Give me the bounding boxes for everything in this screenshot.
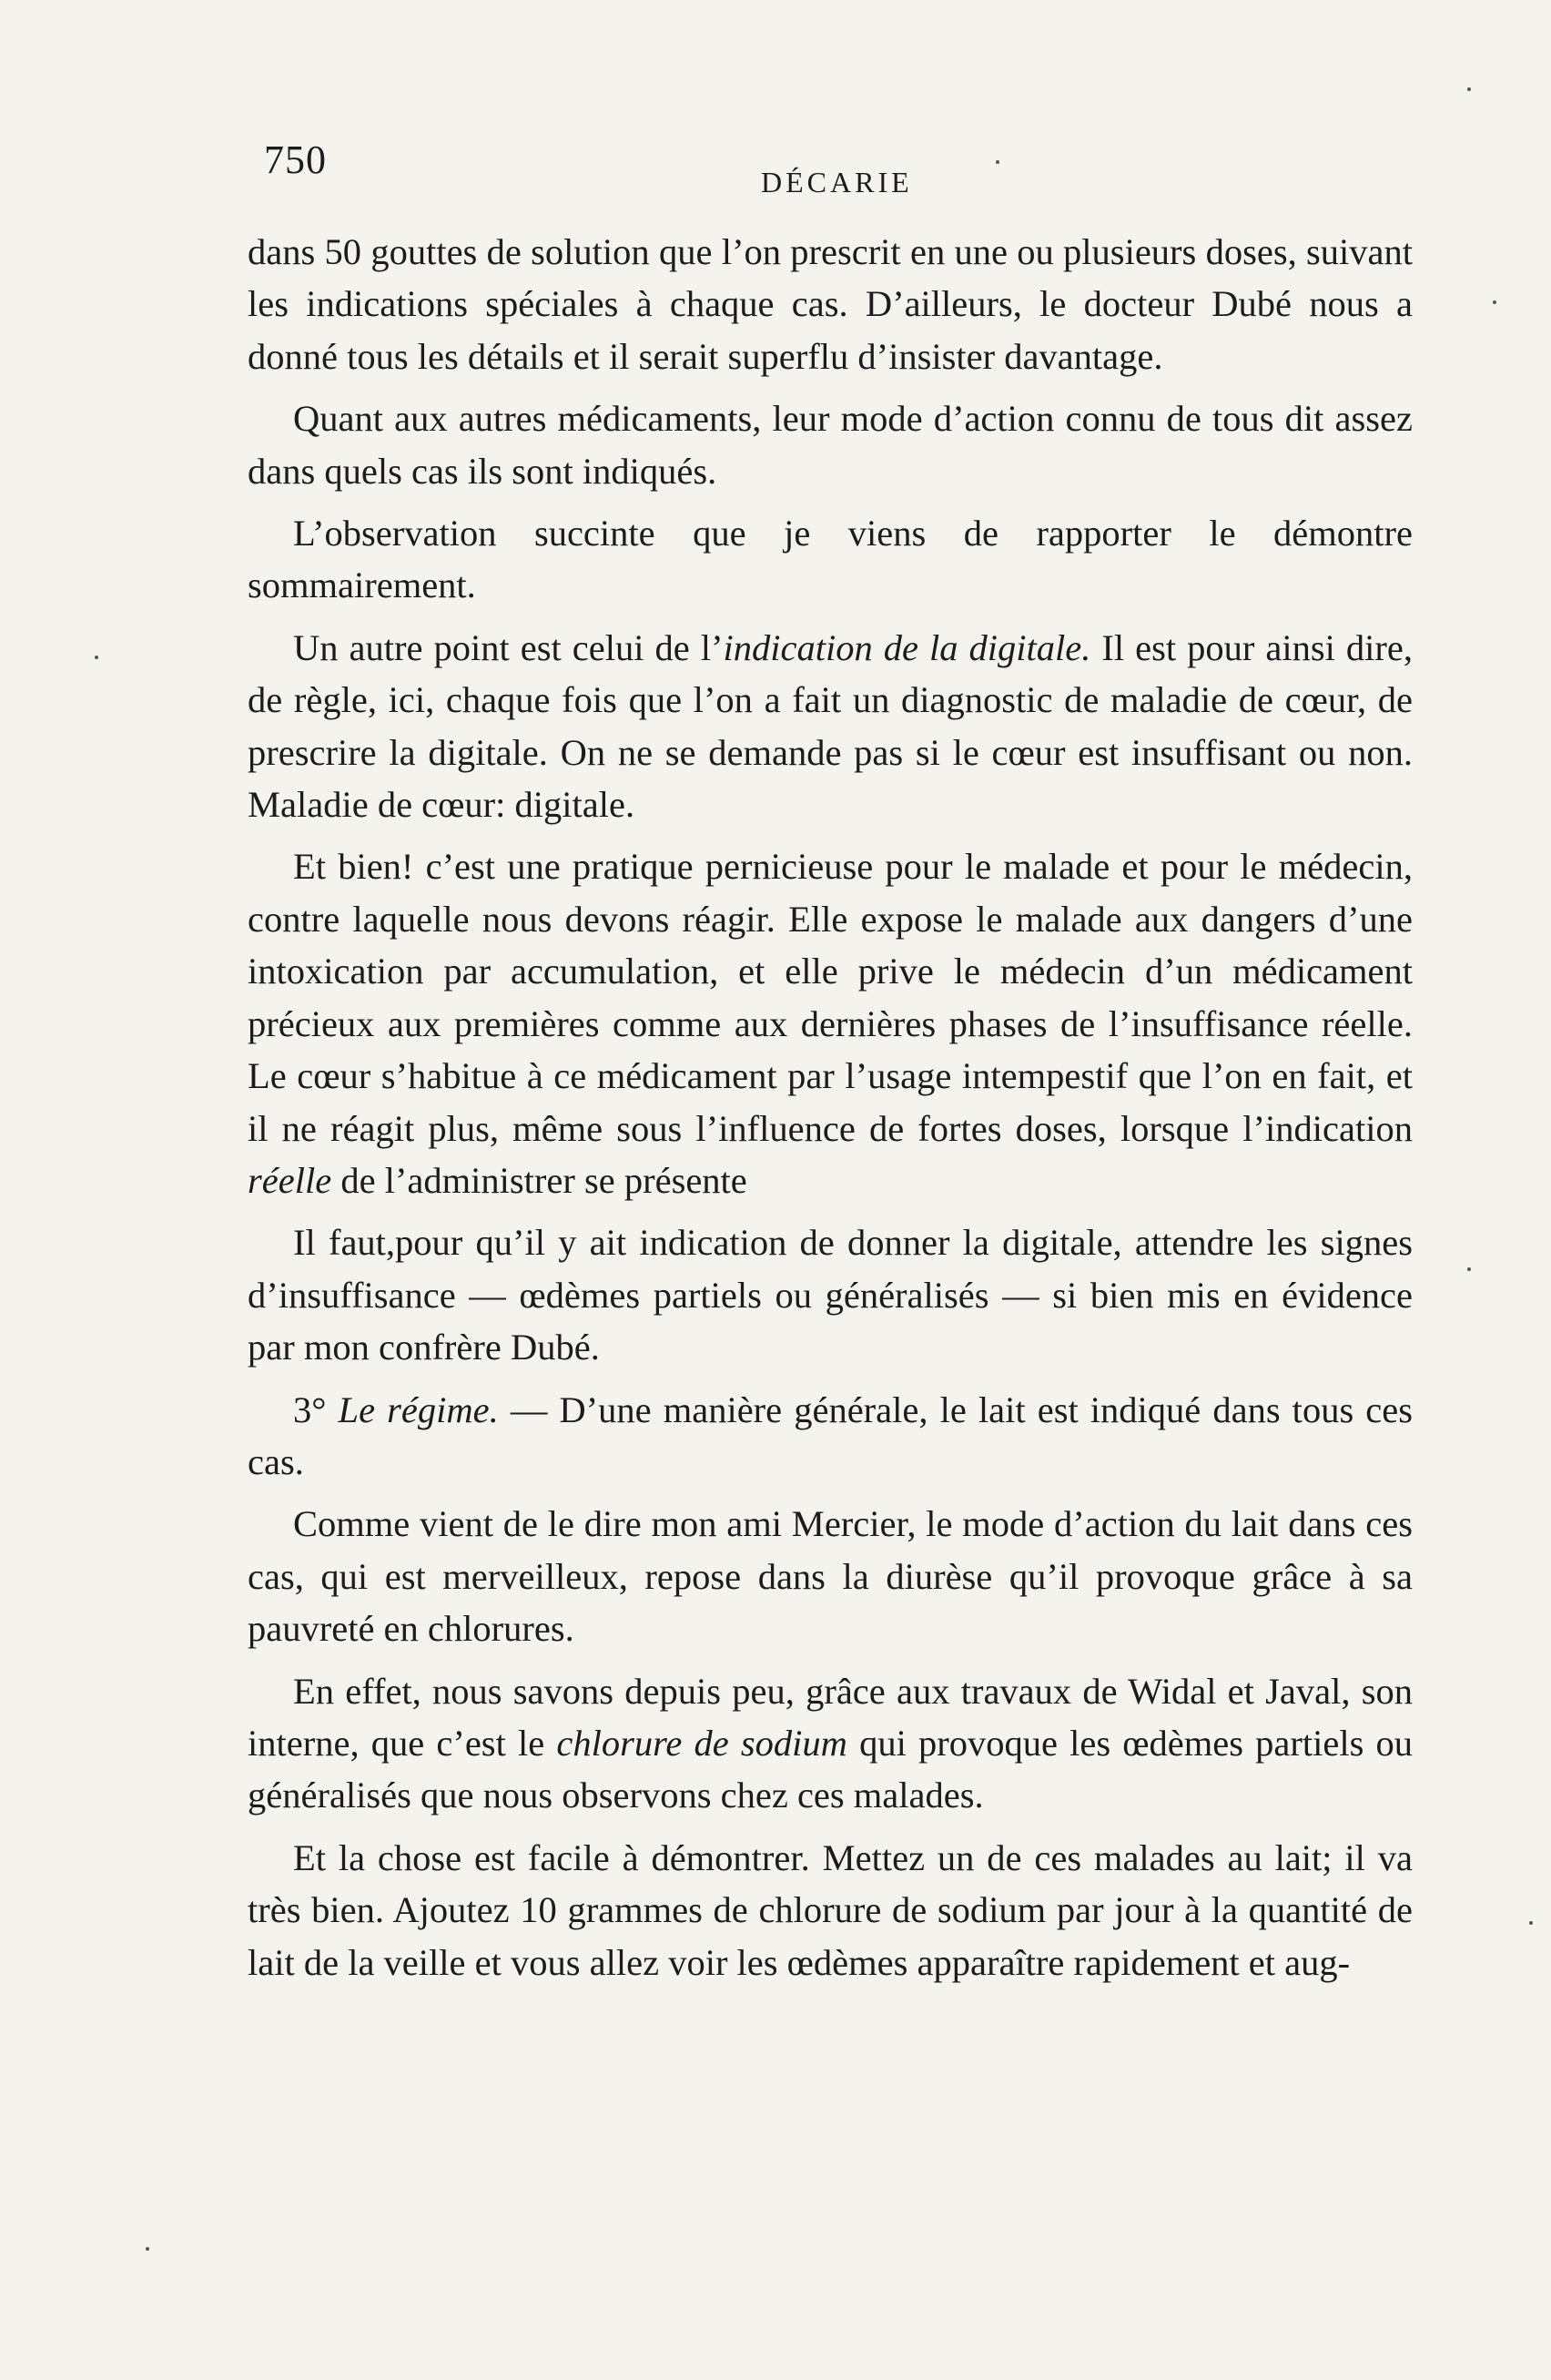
paper-speck bbox=[1467, 1267, 1471, 1271]
paper-speck bbox=[1529, 1921, 1533, 1925]
text-run: Et la chose est facile à démontrer. Mettez un de ces malades au lait; il va très bien. Ajoutez 10 grammes de chlorure de sodium par jour à la quantité de lait de la veille et vous allez voir les œdèmes apparaître rapidement et aug- bbox=[248, 1836, 1413, 1983]
paragraph-6 bbox=[248, 1216, 1413, 1373]
page-number: 750 bbox=[264, 137, 327, 182]
text-run: — D’une manière générale, le lait est indiqué dans tous ces cas. bbox=[248, 1388, 1414, 1482]
paragraph-10 bbox=[248, 1832, 1413, 1988]
text-run: Comme vient de le dire mon ami Mercier, le mode d’action du lait dans ces cas, qui est merveilleux, repose dans la diurèse qu’il provoque grâce à sa pauvreté en chlorures. bbox=[248, 1503, 1413, 1650]
text-run: qui provoque les œdèmes partiels ou généralisés que nous observons chez ces malades. bbox=[248, 1722, 1413, 1816]
paragraph-2 bbox=[248, 392, 1413, 497]
italic-phrase: réelle bbox=[248, 1159, 332, 1201]
italic-phrase: chlorure de sodium bbox=[556, 1722, 847, 1764]
text-run: En effet, nous savons depuis peu, grâce aux travaux de Widal et Javal, son interne, que c’est le bbox=[248, 1670, 1413, 1764]
paragraph-4 bbox=[248, 622, 1413, 831]
text-run: Quant aux autres médicaments, leur mode d’action connu de tous dit assez dans quels cas ils sont indiqués. bbox=[248, 398, 1413, 492]
paper-speck bbox=[95, 656, 98, 659]
text-run: dans 50 gouttes de solution que l’on prescrit en une ou plusieurs doses, suivant les indications spéciales à chaque cas. D’ailleurs, le docteur Dubé nous a donné tous les détails et il serait superflu d’insister davantage. bbox=[248, 231, 1413, 377]
text-run: Un autre point est celui de l’ bbox=[293, 626, 724, 668]
paper-speck bbox=[1493, 300, 1496, 304]
italic-phrase: Le régime. bbox=[338, 1388, 499, 1430]
italic-phrase: indication de la digitale. bbox=[723, 626, 1091, 668]
paragraph-5 bbox=[248, 840, 1413, 1206]
text-run: de l’administrer se présente bbox=[331, 1159, 747, 1201]
text-run: Il faut,pour qu’il y ait indication de donner la digitale, attendre les signes d’insuffisance — œdèmes partiels ou généralisés — si bien mis en évidence par mon confrère Dubé. bbox=[248, 1222, 1413, 1368]
paper-speck bbox=[1467, 87, 1471, 91]
paragraph-1 bbox=[248, 226, 1413, 382]
paragraph-3 bbox=[248, 507, 1413, 612]
body-text bbox=[248, 226, 1413, 1988]
text-run: Et bien! c’est une pratique pernicieuse pour le malade et pour le médecin, contre laquelle nous devons réagir. Elle expose le malade aux dangers d’une intoxication par accumulation, et elle prive le médecin d’un médicament précieux aux premières comme aux dernières phases de l’insuffisance réelle. Le cœur s’habitue à ce médicament par l’usage intempestif que l’on en fait, et il ne réagit plus, même sous l’influence de fortes doses, lorsque l’indication bbox=[248, 846, 1413, 1149]
text-run: 3° bbox=[293, 1388, 339, 1430]
paragraph-8 bbox=[248, 1498, 1413, 1654]
paper-speck bbox=[996, 160, 999, 164]
paper-speck bbox=[146, 2247, 149, 2251]
text-run: Il est pour ainsi dire, de règle, ici, chaque fois que l’on a fait un diagnostic de maladie de cœur, de prescrire la digitale. On ne se demande pas si le cœur est insuffisant ou non. Maladie de cœur: digitale. bbox=[248, 626, 1414, 826]
text-run: L’observation succinte que je viens de rapporter le démontre sommairement. bbox=[248, 513, 1413, 606]
paragraph-7 bbox=[248, 1384, 1413, 1489]
running-head: DÉCARIE bbox=[761, 166, 913, 198]
paragraph-9 bbox=[248, 1665, 1413, 1822]
